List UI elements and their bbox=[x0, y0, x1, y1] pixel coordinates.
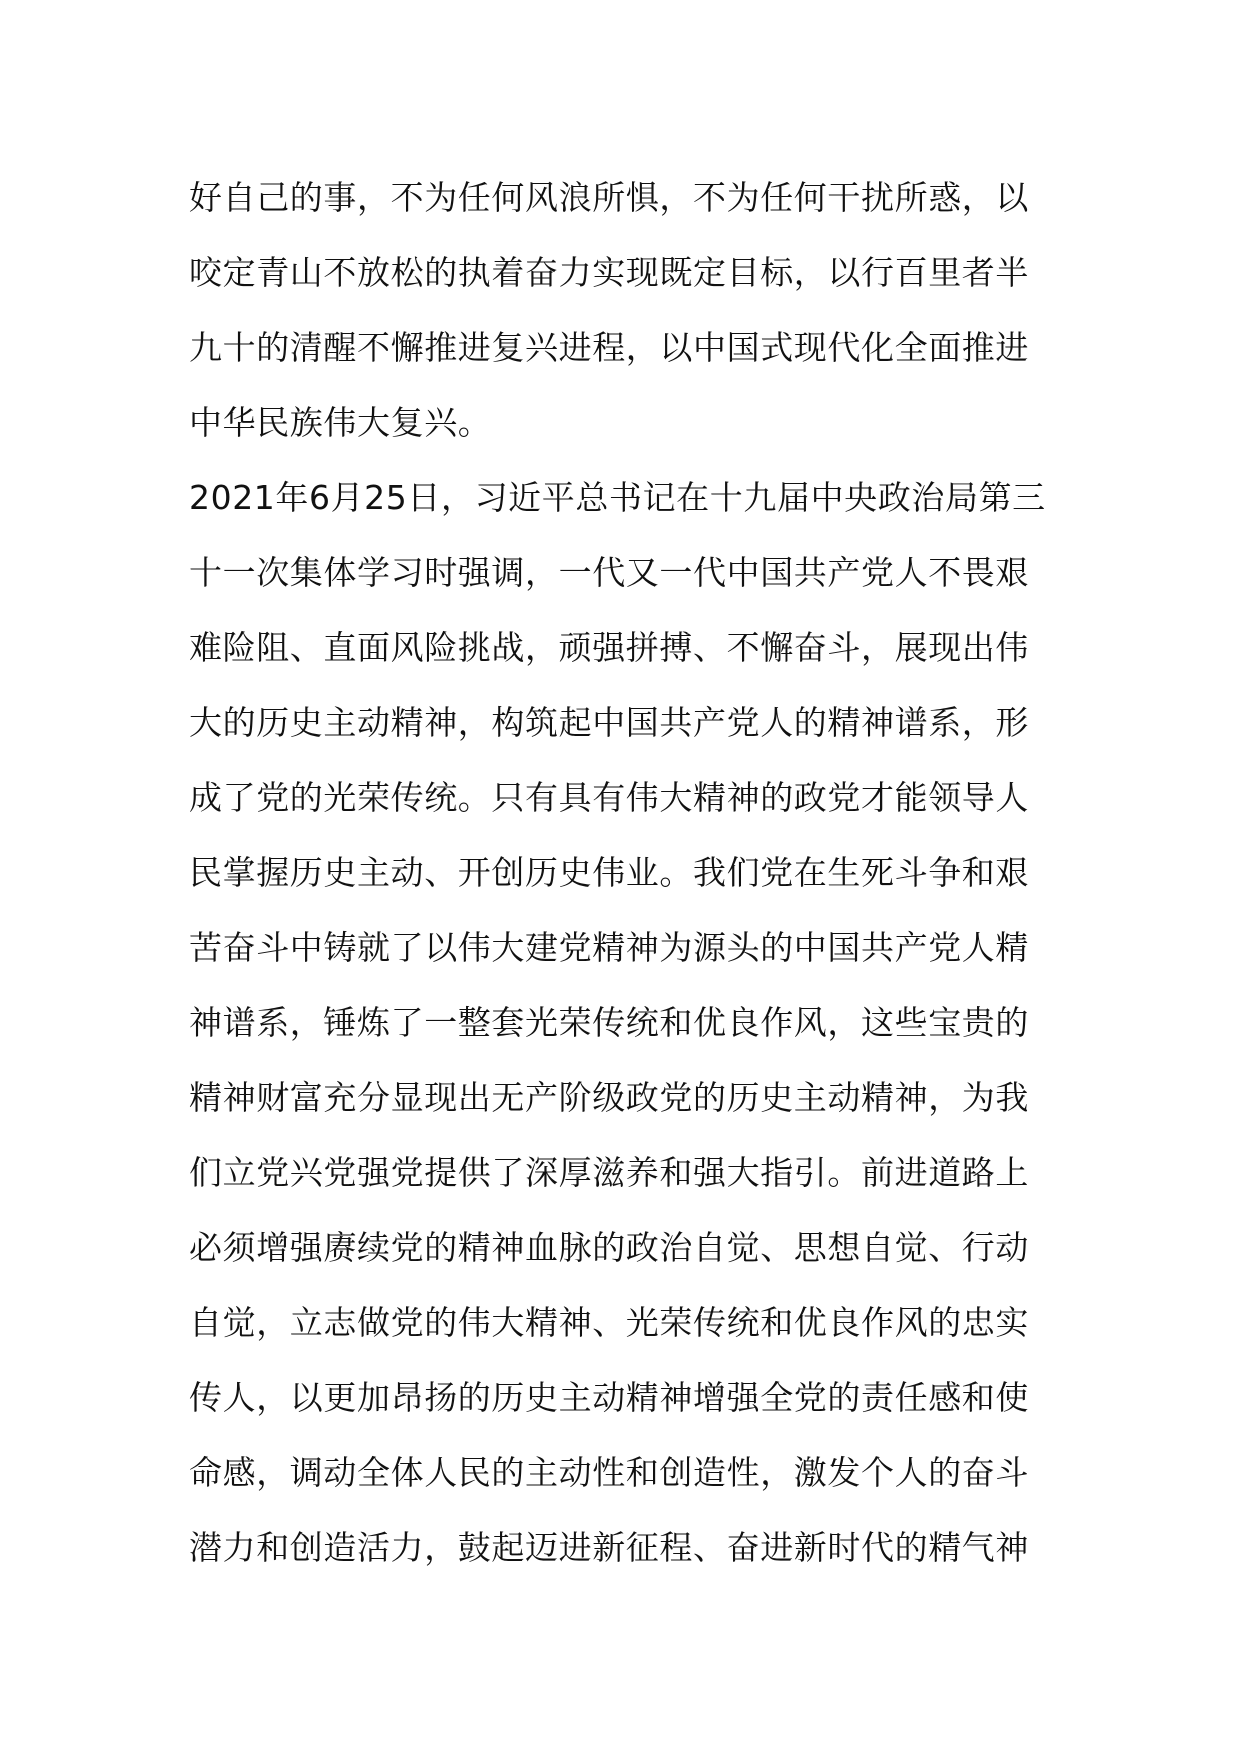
text-line: 神谱系，锤炼了一整套光荣传统和优良作风，这些宝贵的 bbox=[189, 1003, 1029, 1042]
text-line: 自觉，立志做党的伟大精神、光荣传统和优良作风的忠实 bbox=[189, 1303, 1029, 1342]
text-line: 好自己的事，不为任何风浪所惧，不为任何干扰所惑，以 bbox=[189, 178, 1029, 217]
text-line: 大的历史主动精神，构筑起中国共产党人的精神谱系，形 bbox=[189, 703, 1029, 742]
text-line: 民掌握历史主动、开创历史伟业。我们党在生死斗争和艰 bbox=[189, 853, 1029, 892]
text-line: 传人，以更加昂扬的历史主动精神增强全党的责任感和使 bbox=[189, 1378, 1029, 1417]
paragraph-2 bbox=[189, 460, 1059, 1585]
text-line: 难险阻、直面风险挑战，顽强拼搏、不懈奋斗，展现出伟 bbox=[189, 628, 1029, 667]
text-line: 咬定青山不放松的执着奋力实现既定目标，以行百里者半 bbox=[189, 253, 1029, 292]
text-line: 们立党兴党强党提供了深厚滋养和强大指引。前进道路上 bbox=[189, 1153, 1029, 1192]
text-line: 十一次集体学习时强调，一代又一代中国共产党人不畏艰 bbox=[189, 553, 1029, 592]
paragraph-1 bbox=[189, 160, 1059, 460]
text-line: 九十的清醒不懈推进复兴进程，以中国式现代化全面推进 bbox=[189, 328, 1029, 367]
text-line: 苦奋斗中铸就了以伟大建党精神为源头的中国共产党人精 bbox=[189, 928, 1029, 967]
text-line: 命感，调动全体人民的主动性和创造性，激发个人的奋斗 bbox=[189, 1453, 1029, 1492]
text-line: 潜力和创造活力，鼓起迈进新征程、奋进新时代的精气神 bbox=[189, 1528, 1029, 1567]
text-line: 2021年6月25日，习近平总书记在十九届中央政治局第三 bbox=[189, 478, 1046, 517]
text-line: 中华民族伟大复兴。 bbox=[189, 403, 492, 442]
text-line: 精神财富充分显现出无产阶级政党的历史主动精神，为我 bbox=[189, 1078, 1029, 1117]
text-line: 必须增强赓续党的精神血脉的政治自觉、思想自觉、行动 bbox=[189, 1228, 1029, 1267]
text-line: 成了党的光荣传统。只有具有伟大精神的政党才能领导人 bbox=[189, 778, 1029, 817]
